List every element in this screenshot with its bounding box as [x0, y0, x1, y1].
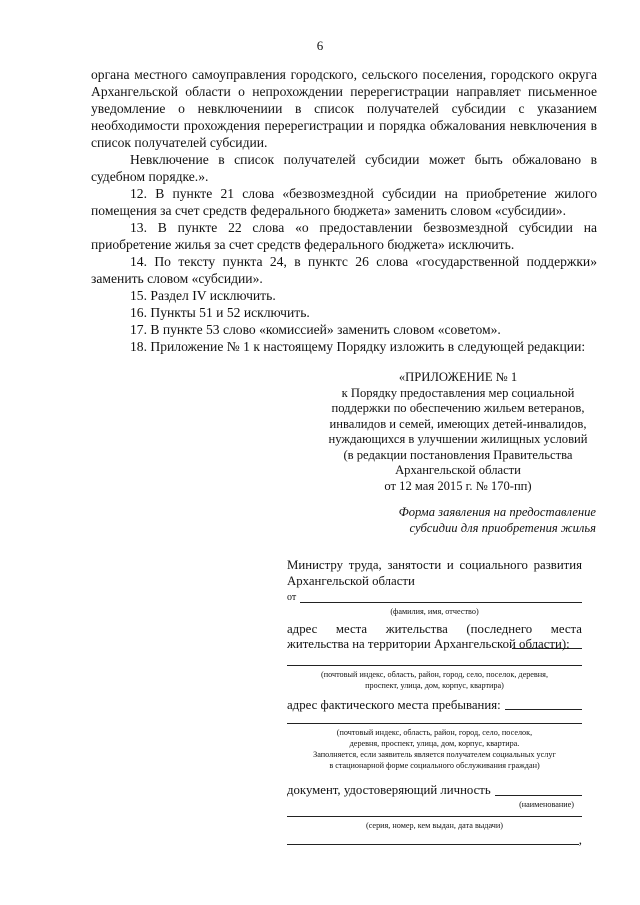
document-row — [287, 783, 582, 799]
from-caption: (фамилия, имя, отчество) — [390, 606, 479, 616]
document-name-field[interactable] — [495, 795, 582, 796]
document-name-caption: (наименование) — [519, 799, 574, 809]
appendix-line: инвалидов и семей, имеющих детей-инвалидов, — [329, 416, 587, 431]
from-label: от — [287, 592, 297, 603]
appendix-line: поддержки по обеспечению жильем ветеранов, — [331, 401, 585, 415]
final-row — [287, 833, 582, 849]
appendix-line: «ПРИЛОЖЕНИЕ № 1 — [398, 370, 518, 384]
residence-label: адрес места жительства (последнего места жительства на территории Архангельской области): — [287, 621, 582, 651]
paragraph: 18. Приложение № 1 к настоящему Порядку изложить в следующей редакции: — [130, 339, 586, 354]
document-caption: (серия, номер, кем выдан, дата выдачи) — [365, 820, 504, 830]
paragraph: 17. В пункте 53 слово «комиссией» заменить словом «советом». — [130, 322, 501, 337]
paragraph: 15. Раздел IV исключить. — [130, 288, 276, 303]
actual-field[interactable] — [287, 713, 582, 724]
actual-caption: в стационарной форме социального обслуживания граждан) — [329, 761, 540, 770]
residence-caption: (почтовый индекс, область, район, город, село, поселок, деревня, — [320, 669, 548, 679]
final-field[interactable] — [287, 844, 579, 845]
addressee-block — [287, 558, 582, 848]
actual-caption: Заполняется, если заявитель является получателем социальных услуг — [313, 750, 556, 759]
appendix-line: (в редакции постановления Правительства — [343, 447, 573, 462]
appendix-line: Архангельской области — [395, 463, 521, 477]
page-number: 6 — [316, 38, 324, 53]
residence-field[interactable] — [287, 653, 582, 666]
appendix-line: к Порядку предоставления мер социальной — [341, 385, 575, 400]
paragraph: Невключение в список получателей субсидии может быть обжаловано в судебном порядке.». — [91, 152, 597, 184]
form-title — [360, 505, 596, 536]
residence-field-inline[interactable] — [512, 648, 582, 649]
paragraph: 12. В пункте 21 слова «безвозмездной субсидии на приобретение жилого помещения за счет средств федерального бюджета» заменить словом «субсидии». — [91, 186, 597, 218]
actual-field-inline[interactable] — [505, 709, 582, 710]
actual-row — [287, 698, 582, 714]
paragraph: 14. По тексту пункта 24, в пунктс 26 слова «государственной поддержки» заменить словом «субсидии». — [91, 254, 597, 286]
actual-caption: (почтовый индекс, область, район, город, село, поселок, — [336, 728, 533, 737]
document-label: документ, удостоверяющий личность — [287, 783, 491, 797]
document-field[interactable] — [287, 810, 582, 817]
paragraph: 13. В пункте 22 слова «о предоставлении безвозмездной субсидии на приобретение жилья за счет средств федерального бюджета» исключить. — [91, 220, 597, 252]
document-body — [91, 66, 597, 355]
ministry-addressee: Министру труда, занятости и социального развития Архангельской области — [287, 558, 582, 588]
from-field[interactable] — [300, 602, 582, 603]
actual-label: адрес фактического места пребывания: — [287, 697, 501, 712]
from-row — [287, 590, 582, 606]
paragraph: органа местного самоуправления городского, сельского поселения, городского округа Архангельской области о непрохождении перерегистрации направляет письменное уведомление о невключениии в список получателей субсидии с указанием необходимости прохождения перерегистрации и порядка обжалования невключения в список получателей субсидии. — [91, 67, 597, 150]
form-title-line: субсидии для приобретения жилья — [409, 520, 596, 535]
trailing-comma: , — [578, 832, 582, 847]
appendix-line: от 12 мая 2015 г. № 170-пп) — [384, 478, 532, 493]
actual-caption: деревня, проспект, улица, дом, корпус, квартира. — [349, 739, 520, 748]
appendix-header — [320, 370, 596, 494]
appendix-line: нуждающихся в улучшении жилищных условий — [328, 432, 588, 446]
residence-caption: проспект, улица, дом, корпус, квартира) — [365, 680, 504, 690]
paragraph: 16. Пункты 51 и 52 исключить. — [130, 305, 310, 320]
form-title-line: Форма заявления на предоставление — [398, 505, 596, 519]
